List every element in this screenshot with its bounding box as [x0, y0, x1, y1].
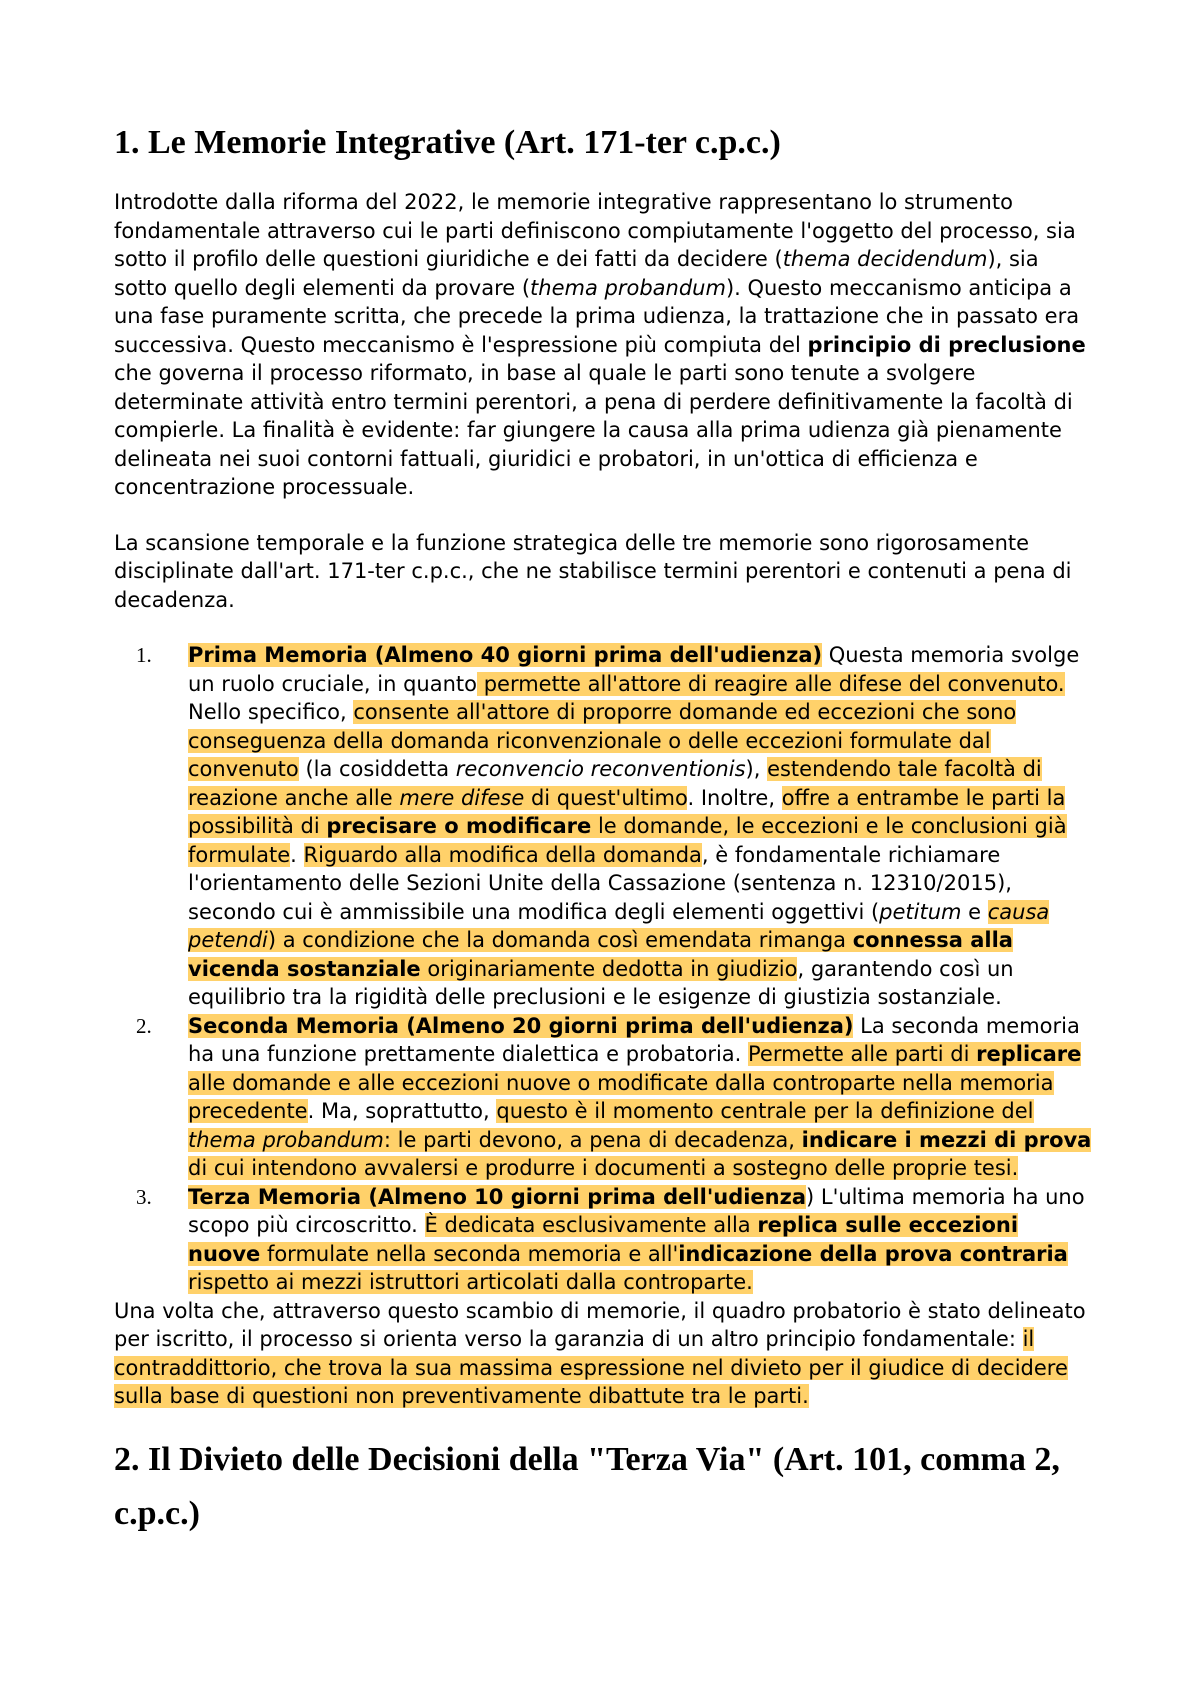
list-item-title: Seconda Memoria (Almeno 20 giorni prima dell'udienza) — [188, 1013, 854, 1038]
intro-paragraph: Introdotte dalla riforma del 2022, le memorie integrative rappresentano lo strumento fondamentale attraverso cui le parti definiscono compiutamente l'oggetto del processo, sia sotto il profilo delle questioni giuridiche e dei fatti da decidere (thema decidendum), sia sotto quello degli elementi da provare (thema probandum). Questo meccanismo anticipa a una fase puramente scritta, che precede la prima udienza, la trattazione che in passato era successiva. Questo meccanismo è l'espressione più compiuta del principio di preclusione che governa il processo riformato, in base al quale le parti sono tenute a svolgere determinate attività entro termini perentori, a pena di perdere definitivamente la facoltà di compierle. La finalità è evidente: far giungere la causa alla prima udienza già pienamente delineata nei suoi contorni fattuali, giuridici e probatori, in un'ottica di efficienza e concentrazione processuale. — [114, 190, 1086, 499]
highlight: indicare i mezzi di prova — [801, 1127, 1092, 1152]
section-heading-2: 2. Il Divieto delle Decisioni della "Terza Via" (Art. 101, comma 2, c.p.c.) — [114, 1440, 1060, 1532]
list-item-title: Prima Memoria (Almeno 40 giorni prima dell'udienza) — [188, 643, 823, 667]
highlight: formulate nella seconda memoria e all' — [260, 1241, 679, 1266]
list-item-seconda-memoria: 2. Seconda Memoria (Almeno 20 giorni prima dell'udienza) La seconda memoria ha una funzione prettamente dialettica e probatoria. Permette alle parti di replicare alle domande e alle eccezioni nuove o modificate dalla controparte nella memoria precedente. Ma, soprattutto, questo è il momento centrale per la definizione del thema probandum: le parti devono, a pena di decadenza, indicare i mezzi di prova di cui intendono avvalersi e produrre i documenti a sostegno delle proprie tesi. — [136, 1013, 1092, 1180]
list-item-terza-memoria: 3. Terza Memoria (Almeno 10 giorni prima dell'udienza) L'ultima memoria ha uno scopo più circoscritto. È dedicata esclusivamente alla replica sulle eccezioni nuove formulate nella seconda memoria e all'indicazione della prova contraria rispetto ai mezzi istruttori articolati dalla controparte. — [136, 1184, 1085, 1294]
highlight: : le parti devono, a pena di decadenza, — [383, 1127, 802, 1152]
closing-paragraph: Una volta che, attraverso questo scambio di memorie, il quadro probatorio è stato delineato per iscritto, il processo si orienta verso la garanzia di un altro principio fondamentale: il contraddittorio, che trova la sua massima espressione nel divieto per il giudice di decidere sulla base di questioni non preventivamente dibattute tra le parti. — [114, 1298, 1086, 1408]
highlight: replicare — [976, 1042, 1082, 1066]
highlight: il contraddittorio, che trova la sua massima espressione nel divieto per il giudice di decidere sulla base di questioni non preventivamente dibattute tra le parti. — [114, 1327, 1068, 1408]
highlight: ) a condizione che la domanda così emendata rimanga — [267, 928, 853, 952]
section-heading-1: 1. Le Memorie Integrative (Art. 171-ter c.p.c.) — [114, 124, 781, 161]
highlight: di quest'ultimo — [524, 785, 688, 810]
bold-term: principio di preclusione — [807, 332, 1086, 357]
highlight: permette all'attore di reagire alle difese del convenuto. — [477, 671, 1065, 696]
highlight: estendendo tale facoltà di reazione anche alle — [188, 757, 1042, 810]
highlight: È dedicata esclusivamente alla — [424, 1213, 758, 1237]
highlight: originariamente dedotta in giudizio — [420, 956, 798, 981]
document-page — [114, 104, 1094, 1541]
list-number: 1. — [136, 643, 152, 667]
memorie-list — [114, 641, 1094, 1297]
highlight: indicazione della prova contraria — [678, 1241, 1068, 1266]
highlight: le domande, le eccezioni e le conclusioni già formulate — [188, 814, 1067, 867]
highlight: precisare o modificare — [326, 814, 592, 838]
highlight: rispetto ai mezzi istruttori articolati dalla controparte. — [188, 1270, 753, 1294]
highlight: Permette alle parti di — [748, 1042, 977, 1066]
highlight: consente all'attore di proporre domande ed eccezioni che sono conseguenza della domanda riconvenzionale o delle eccezioni formulate dal convenuto — [188, 700, 1017, 781]
highlight: mere difese — [399, 785, 525, 810]
highlight: Riguardo alla modifica della domanda — [303, 842, 702, 867]
highlight: connessa alla vicenda sostanziale — [188, 928, 1013, 981]
highlight: questo è il momento centrale per la definizione del — [496, 1099, 1034, 1123]
list-number: 2. — [136, 1013, 152, 1038]
highlight: causa petendi — [188, 899, 1050, 952]
scansione-paragraph: La scansione temporale e la funzione strategica delle tre memorie sono rigorosamente disciplinate dall'art. 171-ter c.p.c., che ne stabilisce termini perentori e contenuti a pena di decadenza. — [114, 530, 1072, 612]
list-number: 3. — [136, 1184, 152, 1209]
list-item-title: Terza Memoria (Almeno 10 giorni prima dell'udienza — [188, 1184, 807, 1209]
highlight: di cui intendono avvalersi e produrre i documenti a sostegno delle proprie tesi. — [188, 1156, 1019, 1180]
list-item-prima-memoria: 1. Prima Memoria (Almeno 40 giorni prima dell'udienza) Questa memoria svolge un ruolo cruciale, in quanto permette all'attore di reagire alle difese del convenuto. Nello specifico, consente all'attore di proporre domande ed eccezioni che sono conseguenza della domanda riconvenzionale o delle eccezioni formulate dal convenuto (la cosiddetta reconvencio reconventionis), estendendo tale facoltà di reazione anche alle mere difese di quest'ultimo. Inoltre, offre a entrambe le parti la possibilità di precisare o modificare le domande, le eccezioni e le conclusioni già formulate. Riguardo alla modifica della domanda, è fondamentale richiamare l'orientamento delle Sezioni Unite della Cassazione (sentenza n. 12310/2015), secondo cui è ammissibile una modifica degli elementi oggettivi (petitum e causa petendi) a condizione che la domanda così emendata rimanga connessa alla vicenda sostanziale originariamente dedotta in giudizio, garantendo così un equilibrio tra la rigidità delle preclusioni e le esigenze di giustizia sostanziale. — [136, 643, 1080, 1009]
highlight: alle domande e alle eccezioni nuove o modificate dalla controparte nella memoria precedente — [188, 1070, 1054, 1123]
highlight: thema probandum — [188, 1127, 384, 1152]
highlight: offre a entrambe le parti la possibilità di — [188, 785, 1066, 838]
highlight: replica sulle eccezioni nuove — [188, 1213, 1019, 1266]
